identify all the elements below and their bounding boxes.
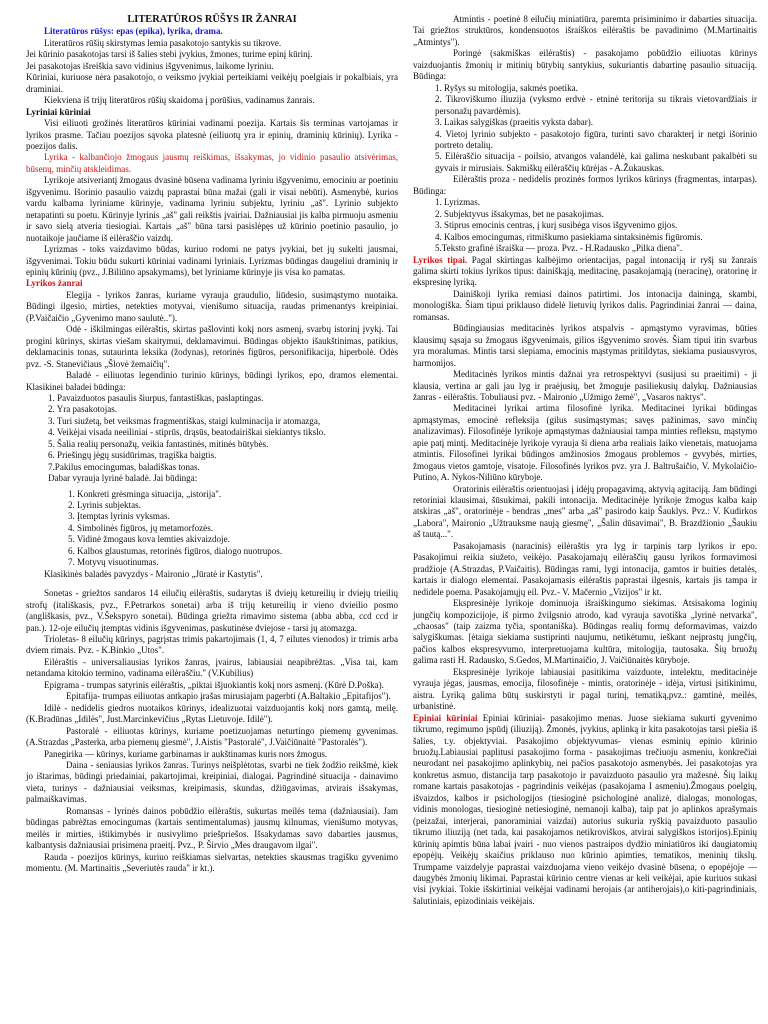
- list-item: 5. Eilėraščio situacija - poilsio, atvangos valandėlė, kai galima neskubant pakalbėti su gyvais ir mirusiais. Sakmiškų eilėraščių kūrėjas - A.Žukauskas.: [435, 151, 757, 173]
- paragraph-meditacine: Būdingiausias meditacinės lyrikos atspalvis - apmąstymo vyravimas, būties klausimų sąsaja su žmogaus išgyvenimais, gilios išgyvenimo srovės. Šiam tipui itin svarbus yra moralumas. Mintis tarsi slepiama, emocinis mąstymas pritildytas, siekiama pusiausvyros, harmonijos.: [413, 323, 757, 368]
- genre-elegija: Elegija - lyrikos žanras, kuriame vyrauja graudulio, liūdesio, susimąstymo nuotaika. Būdingi ilgesio, mirties, netekties motyvai, vienišumo situacija, raudas primenantys kreipiniai. (P.Vaičaičio „Gyvenimo mano saulutė..").: [26, 289, 398, 323]
- list-item: 2. Tikroviškumo iliuzija (vyksmo erdvė - etninė teritorija su tikrais vietovardžiais ir personažų pavardėmis).: [435, 94, 757, 116]
- page-title: LITERATŪROS RŪŠYS IR ŽANRAI: [127, 14, 297, 25]
- paragraph-pasakojamoji: Pasakojamasis (naracinis) eilėraštis yra lyg ir tarpinis tarp lyrikos ir epo. Pasakojimui reikia siužeto, veikėjo. Pasakojamajų eilėraščių gausu lyrikos formavimosi pradžioje (A.Strazdas, P.Vaičaitis). Būdingas rami, lygi intonacija, gamtos ir buities detalės, kartais ir dialogo elementai. Pasakojamasis eilėraštis paprastai ilgesnis, kartais jis tampa ir nedidele poema. Pasakojamųjų eil. Pvz.- V. Mačernio „Vizijos" ir kt.: [413, 540, 757, 597]
- paragraph-ekspresine: Ekspresinėje lyrikoje dominuoja išraiškingumo siekimas. Atsisakoma loginių jungčių kompozicijoje, iš pirmo žvilgsnio atrodo, kad vyrauja savotiška „lyrinė netvarka", „chaosas" (taip zaizma tyčia, spontaniška). Būdingas realių formų deformavimas, vaizdo salygiškumas. [ėtaiga siekiama sustiprinti naujumu, netikėtumu, ieškant neįprastų jungčių, pačios kalbos ekspresyvumo, interpretuojama kultūra, mitologija, tautosaka. Šių bruožų galima rasti H. Radausko, S.Gedos, M.Martinaičio, J. Vaičiūnaitės kūryboje.: [413, 598, 757, 666]
- balade-example: Klasikinės baladės pavyzdys - Maironio „Jūratė ir Kastytis".: [44, 568, 263, 579]
- subtitle: Literatūros rūšys: epas (epika), lyrika, drama.: [44, 26, 223, 37]
- list-item: 2. Lyrinis subjektas.: [68, 500, 141, 511]
- list-item: 4. Vietoj lyrinio subjekto - pasakotojo figūra, turinti savo charakterį ir netgi išorinio portreto detalių.: [435, 128, 757, 150]
- paragraph-lyrizmas: Lyrizmas - toks vaizdavimo būdas, kuriuo rodomi ne patys įvykiai, bet jų sukelti jausmai, išgyvenimai. Tokiu būdu sukurti kūriniai vadinami lyriniais. Lyrizmas būdingas daugeliui draminių ir epinių kūrinių (pvz., J.Biliūno apsakymams), bet lyriniame kūrinyje jis visa ko pamatas.: [26, 244, 398, 277]
- genre-idile: Idilė - nedidelis giedros nuotaikos kūrinys, idealizuotai vaizduojantis kokį nors gamtą, meilę. (K.Bradūnas „Idilės", Just.Marcinkevičius „Rytas Lietuvoje. Idilė").: [26, 702, 398, 725]
- list-item: 5.Teksto grafinė išraiška — proza. Pvz. - H.Radausko „Pilka diena".: [435, 243, 683, 254]
- paragraph-oratorine: Oratorinis eilėraštis orientuojasi į idėjų propagavimą, aktyvią agitaciją. Jam būdingi retoriniai klausimai, šūsukimai, pakili intonacija. Meditacinėje lyrikoje žmogus kalba kaip atskiras „aš", oratorinėje - bendras „mes" arba „aš" pasirodo kaip Šauklys. Pvz.: V. Kudirkos „Labora", Maironio „Užtrauksme naują giesmę", „Šalin dūsavimai", B. Brazdžionio „Šaukiu aš tautą...".: [413, 483, 757, 540]
- list-item: 6. Kalbos glaustumas, retorinės figūros, dialogo nuotrupos.: [68, 545, 283, 556]
- genre-trioletas: Trioletas- 8 eilučių kūrinys, pagrįstas trimis pakartojimais (1, 4, 7 eilutes vienodos) ir trimis arba dviem rimais. Pvz. - K.Binkio „Utos".: [26, 634, 398, 656]
- definition-lyrika: Lyrika - kalbančiojo žmogaus jausmų reiškimas, išsakymas, jo vidinio pasaulio atsivėrimas, būsenų, minčių atskleidimas.: [26, 152, 398, 174]
- list-item: 5. Vidinė žmogaus kova lemties akivaizdoje.: [68, 534, 230, 545]
- genre-balade: Baladė - eiliuotas legendinio turinio kūrinys, būdingi lyrikos, epo, dramos elementai. Klasikinei baladei būdinga:: [26, 370, 398, 392]
- genre-sonetas: Sonetas - griežtos sandaros 14 eilučių eilėraštis, sudarytas iš dviejų ketureilių ir dviejų trieilių strofų (itališkasis, pvz., F.Petrarkos sonetai) arba iš trijų ketureilių ir vieno dvieilio posmo (angliškasis, pvz., V.Šekspyro sonetai). Būdinga griežta rimavimo sistema (abba abba, ccd ccd ir pan.). 12-oje eilučių įtemptas vidinis išgyvenimas, paskutinėse dviejose - tarsi jų atomazga.: [26, 588, 398, 633]
- genre-epitafija: Epitafija- trumpas eiliuotas antkapio įrašas mirusiajam pagerbti (A.Baltakio „Epitafijos").: [66, 691, 391, 702]
- list-item: 1. Lyrizmas.: [435, 197, 480, 208]
- list-item: 4. Veikėjai visada neeiliniai - stiprūs, drąsūs, beatodairiškai siekiantys tikslo.: [48, 427, 326, 438]
- intro-line: Literatūros rūšių skirstymas lemia pasakotojo santykis su tikrove.: [44, 37, 282, 48]
- list-item: 2. Subjektyvus išsakymas, bet ne pasakojimas.: [435, 208, 604, 219]
- genre-proza: Eilėraštis proza - nedidelis prozinės formos lyrikos kūrinys (fragmentas, intarpas). Būdinga:: [413, 174, 757, 196]
- paragraph-dainiskoji: Dainiškoji lyrika remiasi dainos patirtimi. Jos intonacija dainingą, skambi, monologiška. Šiam tipui priklauso didelė lietuvių lyrikos dalis. Pagrindiniai žanrai — daina, romansas.: [413, 288, 757, 322]
- list-item: 3. Turi siužetą, bet veiksmas fragmentiškas, staigi kulminacija ir atomazga,: [48, 415, 321, 426]
- genre-epigrama: Epigrama - trumpas satyrinis eilėraštis, „piktai išjuokiantis kokį nors asmenį. (Kūrė D.Poška).: [44, 679, 384, 690]
- genre-panegirika: Panegirika — kūrinys, kuriame garbinamas ir aukštinamas kuris nors žmogus.: [44, 748, 328, 759]
- list-item: 4. Simbolinės figūros, jų metamorfozės.: [68, 522, 213, 533]
- genre-daina: Daina - seniausias lyrikos žanras. Turinys neišplėtotas, svarbi ne tiek žodžio reikšmė, kiek jo ištarimas, būdingi priedainiai, pakartojimai, kreipiniai, dialogai. Pagrindinė situacija - dainavimo vieta, turinys - dažniausiai veiksmas, kreipimasis, skundas, džiūgavimas, atvirais išsakymas, palmaiškavimas.: [26, 760, 398, 805]
- genre-atmintis: Atmintis - poetinė 8 eilučių miniatiūra, paremta prisiminimo ir dabarties situacija. Tai griežtos struktūros, kondensuotos išraiškos eilėraštis be pavadinimo (M.Martinaitis „Atmintys").: [413, 14, 757, 47]
- intro-line: Kiekviena iš trijų literatūros rūšių skaidoma į porūšius, vadinamus žanrais.: [44, 95, 315, 106]
- epic-label: Epiniai kūriniai: [413, 712, 478, 723]
- right-column: [413, 14, 757, 907]
- epic-text: Epiniai kūriniai- pasakojimo menas. Juose siekiama sukurti gyvenimo tikrumo, regimumo įspūdį (iliuziją). Žmonės, įvykius, aplinką ir kita pasakotojas tarsi piešia iš šalies, t.y. objektyviai. Pasakojimo objektyvumas- vienas esminių epinio kūrinio bruožų.Labiausiai paplitusi pasakojimo forma - pasakojimas trečiuoju asmeniu, konkrečiai neurodant nei pasakojimo aplinkybių, nei pačios pasakotojo asmenybės. Jei pasakotojas yra konkretus asmuo, distancija tarp pasakotojo ir pavaizduoto pasaulio yra mažesnė. Šių laikų romane kartais pasakotojas - pagrindinis veikėjas (pasakojama I asmeniu).Žmogaus poelgių, išvaizdos, kalbos ir psichologijos (tiesioginė psichologinė analizė, dialogas, monologas, vidinis monologas, tiesioginė netiesioginė, nemanoji kalba), taip pat jo aplinkos aprašymais (peizažai, interjerai, panoraminiai vaizdai) autorius sukuria ryškią pavaizduoto pasaulio tikrumo iliuziją (net tada, kai pasakojamos netikroviškos, atvirai salygiškos istorijos).Epinių kūrinių apimtis būna labai įvairi - nuo vienos pastraipos dydžio miniatiūros iki daugiatomių epopėjų. Veikėjų skaičius priklauso nuo kūrinio apimties, tematikos, meninių tikslų. Trumpame vaizdelyje paprastai vaizduojama vieno veikėjo dvasinė būsena, o epopėjoje — daugybės žmonių likimai. Paprastai kūrinio centre vienas ar keli veikėjai, apie kuriuos sukasi visi įvykiai. Tokie išskirtiniai veikėjai vadinami herojais (ar antiherojais),o kiti-pagrindiniais, šalutiniais, epizodiniais veikėjais.: [413, 712, 757, 906]
- paragraph-lyric-experience: Lyrikoje atsiveriantį žmogaus dvasinė būsena vadinama lyriniu išgyvenimu, emociniu ar poetiniu išgyvenimu. Išorinio pasaulio vaizdų paprastai būna mažai (gali ir visai nebūti). Asmenybė, kurios vardu kalbama lyriniame kūrinyje, vadinama lyriniu subjektu, lyriniu „aš". Lyrinio subjekto netapatinti su poetu. Kūrinyje lyrinis „aš" gali reikštis įvairiai. Dažniausiai jis kalba pirmuoju asmeniu ir savo sielą atveria tiesiogiai. Kartais „aš" būna tarsi pasislėpęs už kūrinio poetinio pasaulio, jo nuotaikoje jaučiame iš eilėraščio vaizdų.: [26, 175, 398, 243]
- list-item: 1. Konkreti grėsminga situacija, „istorija".: [68, 488, 222, 499]
- genre-pastorale: Pastoralė - eiliuotas kūrinys, kuriame poetizuojamas neturtingo piemenų gyvenimas. (A.Strazdas „Pasterka, arba piemenų giesmė", J.Aistis "Pastoralė", J.Vaičiūnaitė "Pastoralės").: [26, 725, 398, 748]
- genre-eilerastis: Eilėraštis - universaliausias lyrikos žanras, įvairus, labiausiai neapibrėžtas. „Visa tai, kam netandama kitokio termino, vadinama eilėraščiu." (V.Kubilius): [26, 656, 398, 679]
- paragraph-filosofine: Meditacinei lyrikai artima filosofinė lyrika. Meditacinei lyrikai būdingas apmąstymas, emocinė refleksija (gilus susimąstymas; savęs pažinimas, savo minčių analizavimas). Filosofinėje lyrikoje apmąstymas dažniausiai tampa minties refleksu, mąstymo apie patį mintį. Meditacinėje lyrikoje vyrauja ši diena arba realiais laiko vienetais, matuojama atmintis. Filosofinei lyrikai būdingos amžinosios žmogaus problemos - gyvybės, mirties, žmogaus vietos gamtoje, visatoje. Filosofinės lyrikos pvz. yra J. Baltrušaičio, V. Mykolaičio-Putino, A. Nykos-Niliūno kūryboje.: [413, 403, 757, 483]
- list-item: 2. Yra pasakotojas.: [48, 404, 118, 415]
- genre-romansas: Romansas - lyrinės dainos pobūdžio eilėraštis, sukurtas meilės tema (dažniausiai). Jam būdingas pabrėžtas emocingumas (kartais sentimentalumas) jausmų kilnumas, vienišumo motyvas, meilės ir mirties, ištikimybės ir nusivylimo priešpriešos. Išsakydamas savo dabarties jausmus, kalbantysis dažniausiai prisimena praeitį. Pvz., P. Širvio „Mes draugavom ilgai".: [26, 805, 398, 851]
- lyric-types-label: Lyrikos tipai.: [413, 254, 468, 265]
- genre-ode: Odė - iškilmingas eilėraštis, skirtas pašlovinti kokį nors asmenį, svarbų istorinį įvykį. Tai progini kūrinys, skirtas viešam skaitymui, deklamavimui. Būdingas objekto išaukštinimas, patikius, deklamacinis tonas, sutaurinta leksika (žodynas), retorinės figūros, personifikacija, hiperbolė. Odės pvz. -S. Stanevičiaus „Šlovė žemaičių".: [26, 324, 398, 369]
- lyric-types-text: Pagal skirtingas kalbėjimo orientacijas, pagal intonaciją ir ryšį su žanrais galima skirti tokius lyrikos tipus: dainiškąją, meditacinę, pasakojamąją (neracinę), oratorinę ir ekspresinę lyriką.: [413, 254, 758, 288]
- section-heading-genres: Lyrikos žanrai: [26, 278, 83, 289]
- list-item: 3. Laikas salygiškas (praeitis vyksta dabar).: [435, 117, 594, 128]
- list-item: 6. Priešingų jėgų susidūrimas, tragiška baigtis.: [48, 450, 217, 461]
- list-item: 4. Kalbos emocingumas, ritmiškumo pasiekiama sintaksinėmis figūromis.: [435, 231, 703, 242]
- intro-line: Jei pasakotojas išreiškia savo vidinius išgyvenimus, laikome lyriniu.: [26, 60, 274, 71]
- paragraph-lyric-types: [413, 255, 757, 289]
- intro-line: Jei kūrinio pasakotojas tarsi iš šalies stebi įvykius, žmones, turime epinį kūrinį.: [26, 49, 313, 60]
- list-item: 3. Įtemptas lyrinis vyksmas.: [68, 511, 170, 522]
- paragraph-ekspresine: Ekspresinėje lyrikoje labiausiai pasitikima vaizduote, intelektu, meditacinėje vyrauja jėgas, jausmas, emocija, filosofinėje - mintis, oratorinėje - idėja, virtusi įsitikinimu, aistra. Lyriką galima būtų suskirstyti ir pagal turinį, tematiką,pvz.: gamtinė, meilės, urbanistinė.: [413, 666, 757, 712]
- list-item: 3. Stiprus emocinis centras, į kurį susibėga visos išgyvenimo gijos.: [435, 220, 678, 231]
- paragraph-epic: [413, 713, 757, 908]
- genre-poringe: Poringė (sakmiškas eilėraštis) - pasakojamo pobūdžio eiliuotas kūrinys vaizduojantis žmonių ir mitinių būtybių santykius, sukuriantis dabartinę pasaulio situaciją. Būdinga:: [413, 48, 757, 82]
- list-intro: Dabar vyrauja lyrinė baladė. Jai būdinga:: [48, 473, 198, 484]
- left-column: [26, 14, 398, 875]
- genre-rauda: Rauda - poezijos kūrinys, kuriuo reiškiamas sielvartas, netekties skausmas tragišku gyvenimo momentu. (M. Martinaitis „Severiutės rauda" ir kt.).: [26, 851, 398, 874]
- list-item: 1. Pavaizduotos pasaulis šiurpus, fantastiškas, paslaptingas.: [48, 392, 264, 403]
- intro-line: Kūriniai, kuriuose nėra pasakotojo, o veiksmo įvykiai perteikiami veikėjų poelgiais ir pokalbiais, yra draminiai.: [26, 72, 398, 94]
- section-heading-lyric: Lyriniai kūriniai: [26, 106, 91, 117]
- list-item: 7. Motyvų visuotinumas.: [68, 557, 159, 568]
- list-item: 7.Pakilus emocingumas, baladiškas tonas.: [48, 461, 200, 472]
- list-item: 1. Ryšys su mitologija, sakmės poetika.: [435, 82, 578, 93]
- paragraph-poetry: Visi eiliuoti grožinės literatūros kūriniai vadinami poezija. Kartais šis terminas vartojamas ir lyrikos prasme. Tačiau poezijos sąvoka platesnė (eiliuotų yra ir epinių, draminių kūrinių). Lyrika - poezijos dalis.: [26, 118, 398, 151]
- list-item: 5. Šalia realių personažų, veikia fantastinės, mitinės būtybės.: [48, 438, 269, 449]
- paragraph-meditacine: Meditacinės lyrikos mintis dažnai yra retrospektyvi (susijusi su praeitimi) - ji klausia, vertina ar gali jau lyg ir praėjusių, bet žmoguje pasiliekusių dalykų. Dažniausias žanras - eilėraštis. Tobuliausi pvz. - Maironio „Užmigo žemė", „Vasaros naktys".: [413, 369, 757, 402]
